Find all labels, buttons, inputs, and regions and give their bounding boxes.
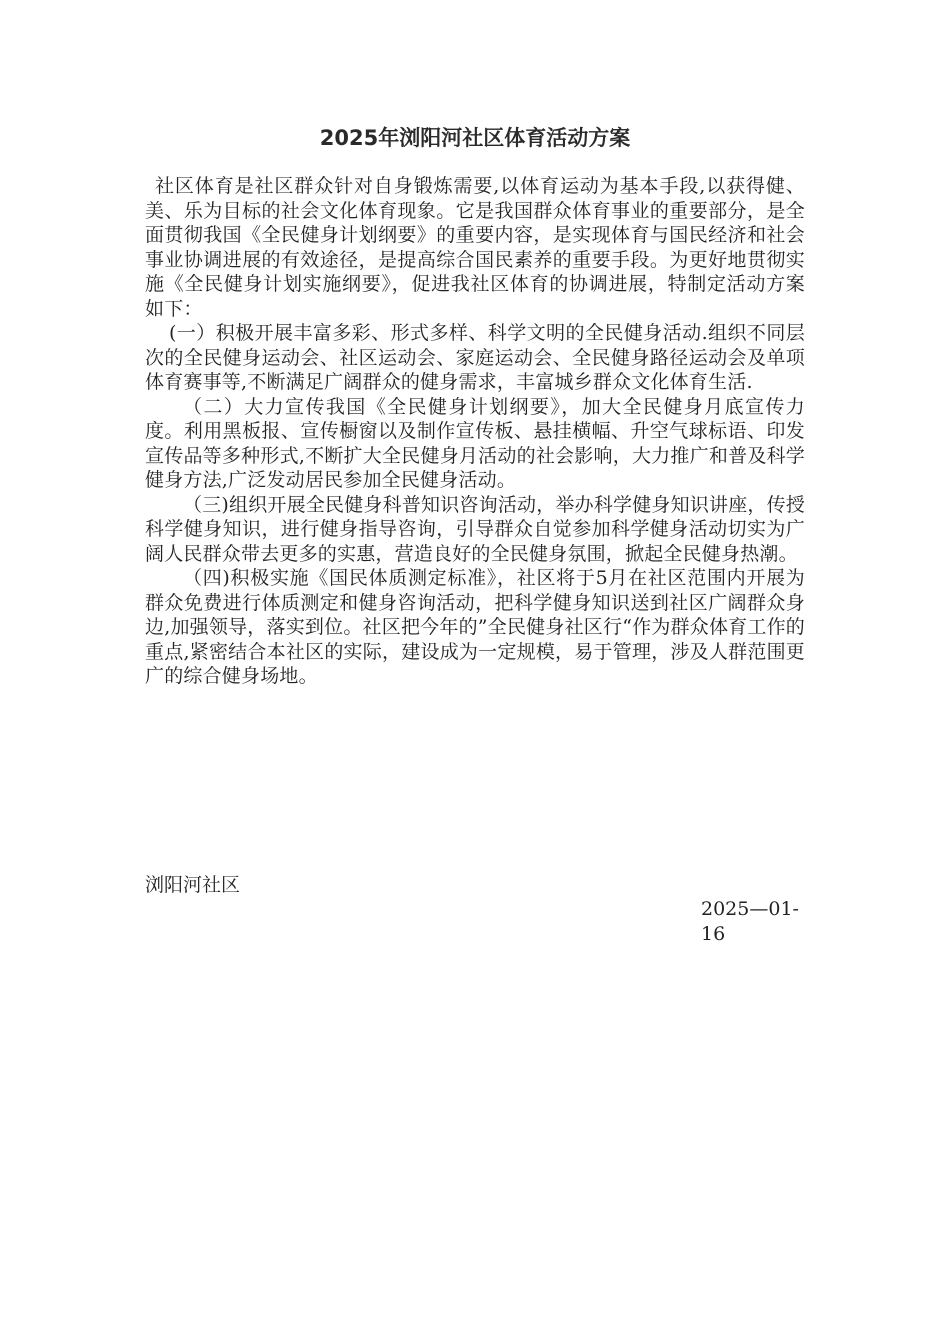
document-title: 2025年浏阳河社区体育活动方案 [319, 126, 631, 150]
paragraph-intro: 社区体育是社区群众针对自身锻炼需要,以体育运动为基本手段,以获得健、美、乐为目标的社会文化体育现象。它是我国群众体育事业的重要部分，是全面贯彻我国《全民健身计划纲要》的重要内容，是实现体育与国民经济和社会事业协调进展的有效途径，是提高综合国民素养的重要手段。为更好地贯彻实施《全民健身计划实施纲要》，促进我社区体育的协调进展，特制定活动方案如下： [145, 175, 805, 320]
signature-organization: 浏阳河社区 [145, 874, 241, 896]
paragraph-item-2: （二）大力宣传我国《全民健身计划纲要》，加大全民健身月底宣传力度。利用黑板报、宣传橱窗以及制作宣传板、悬挂横幅、升空气球标语、印发宣传品等多种形式,不断扩大全民健身月活动的社会影响，大力推广和普及科学健身方法,广泛发动居民参加全民健身活动。 [145, 395, 805, 491]
document-date: 2025—01-16 [701, 898, 799, 945]
document-body [145, 174, 805, 689]
paragraph-item-1: (一）积极开展丰富多彩、形式多样、科学文明的全民健身活动.组织不同层次的全民健身运动会、社区运动会、家庭运动会、全民健身路径运动会及单项体育赛事等,不断满足广阔群众的健身需求，丰富城乡群众文化体育生活. [145, 322, 805, 393]
paragraph-item-3: （三)组织开展全民健身科普知识咨询活动，举办科学健身知识讲座，传授科学健身知识，进行健身指导咨询，引导群众自觉参加科学健身活动切实为广阔人民群众带去更多的实惠，营造良好的全民健身氛围，掀起全民健身热潮。 [145, 493, 806, 565]
date-line [145, 897, 810, 946]
paragraph-item-4: （四)积极实施《国民体质测定标准》，社区将于5月在社区范围内开展为群众免费进行体质测定和健身咨询活动，把科学健身知识送到社区广阔群众身边,加强领导，落实到位。社区把今年的”全民健身社区行“作为群众体育工作的重点,紧密结合本社区的实际，建设成为一定规模，易于管理，涉及人群范围更广的综合健身场地。 [145, 567, 805, 687]
